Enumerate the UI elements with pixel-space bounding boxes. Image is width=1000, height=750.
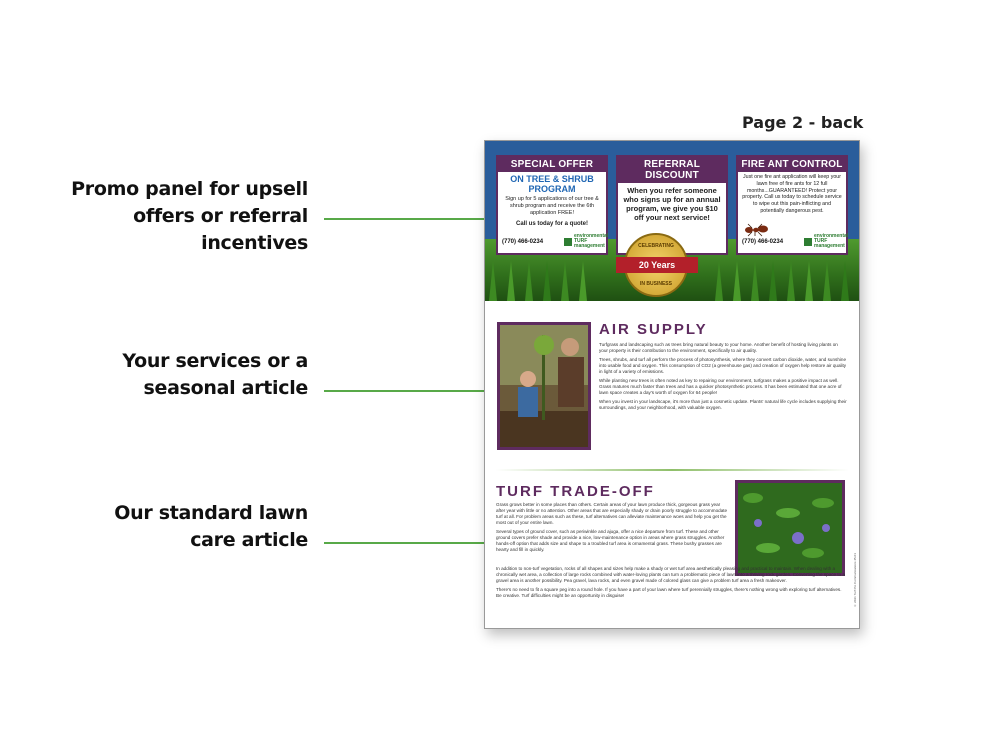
promo-title: FIRE ANT CONTROL <box>738 157 846 172</box>
father-son-planting-photo <box>497 322 591 450</box>
article-paragraph: Trees, shrubs, and turf all perform the process of photosynthesis, where they convert carbon dioxide, water, and sunshine into usable food and oxygen. This consumption of CO2 (a greenhouse gas) and creation of oxygen help restore air quality in light of a variety of emissions. <box>599 357 847 374</box>
section-divider <box>495 469 849 471</box>
anniversary-badge <box>624 233 688 297</box>
copyright-text: © 2021 Turf Pro Communications 45-01 <box>853 553 857 608</box>
promo-subtitle-line: PROGRAM <box>528 184 576 194</box>
badge-top-text: CELEBRATING <box>638 243 674 249</box>
promo-fire-ant-control <box>736 155 848 255</box>
article-body-air-supply <box>599 342 847 414</box>
article-paragraph: While planting new trees is often noted as key to repairing our environment, turfgrass makes a positive impact as well. Grass matures much faster than trees and has a quicker photosynthetic process. It has been estimated that one acre of lawn space creates a day's worth of oxygen for 64 people! <box>599 378 842 395</box>
promo-body: Just one fire ant application will keep your lawn free of fire ants for 12 full months...GUARANTEED! Protect your property. Call us today to schedule service to wipe out this pain-inflicting and potentially dangerous pest. <box>742 174 842 214</box>
promo-phone: (770) 466-0234 <box>502 238 544 245</box>
callout-line: offers or referral <box>133 205 308 227</box>
promo-subtitle-line: ON TREE & SHRUB <box>510 174 594 184</box>
callout-line: Our standard lawn <box>114 502 308 524</box>
callout-line: seasonal article <box>143 377 308 399</box>
promo-footer <box>502 233 609 249</box>
callout-line: incentives <box>201 232 308 254</box>
page-label: Page 2 - back <box>742 113 864 132</box>
article-paragraph: When you invest in your landscape, it's more than just a cosmetic update. Plants' natural life cycle includes supplying their surroundings, and your neighborhood, with valuable oxygen. <box>599 399 847 410</box>
article-body-turf-tradeoff-continued <box>496 566 846 602</box>
article-title-turf-tradeoff: TURF TRADE-OFF <box>496 483 655 500</box>
callout-lawn-article <box>114 500 308 554</box>
promo-header-band <box>485 141 859 301</box>
article-paragraph: Turfgrass and landscaping such as trees bring natural beauty to your home. Another benefit of hosting living plants on your property is their contribution to the environment, specifically to air quality. <box>599 342 838 353</box>
callout-promo-panel <box>71 176 308 257</box>
company-logo <box>804 233 849 249</box>
callout-line: Your services or a <box>122 350 308 372</box>
callout-line: care article <box>190 529 308 551</box>
article-paragraph: Grass grows better in some places than others. Certain areas of your lawn produce thick, gorgeous grass year after year with little or no attention. Other areas that are especially shady or drain poorly struggle to accommodate turf at all. For problem areas such as these, turf alternatives can alleviate maintenance woes and help you get the most out of your entire lawn. <box>496 502 728 525</box>
company-logo-text: environmental TURF management <box>574 233 609 249</box>
promo-body: Sign up for 5 applications of our tree & shrub program and receive the 6th application FREE! <box>505 196 599 216</box>
promo-title: SPECIAL OFFER <box>498 157 606 172</box>
promo-title: REFERRAL DISCOUNT <box>618 157 726 183</box>
callout-services-article <box>122 348 308 402</box>
badge-ribbon: 20 Years <box>616 257 698 273</box>
periwinkle-ground-cover-photo <box>735 480 845 576</box>
ground-cover-image <box>738 483 842 573</box>
promo-call-text: Call us today for a quote! <box>515 221 588 227</box>
promo-body: When you refer someone who signs up for an annual program, we give you $10 off your next service! <box>623 186 721 222</box>
article-paragraph: There's no need to fit a square peg into a round hole. If you have a part of your lawn where turf perennially struggles, there's nothing wrong with exploring turf alternatives. Be creative. Turf difficulties might be an opportunity in disguise! <box>496 587 842 598</box>
company-logo-text: environmental TURF management <box>814 233 849 249</box>
promo-phone: (770) 466-0234 <box>742 238 784 245</box>
fire-ant-icon <box>744 223 770 237</box>
company-logo <box>564 233 609 249</box>
promo-subtitle <box>498 174 606 194</box>
newsletter-page <box>484 140 860 629</box>
article-title-air-supply: AIR SUPPLY <box>599 321 708 338</box>
planting-photo-image <box>500 325 588 447</box>
article-paragraph: Several types of ground cover, such as periwinkle and ajuga, offer a nice departure from turf. These and other ground covers prefer shade and provide a nice, low-maintenance option in areas where grass struggles. Another hands-off option that adds size and shape to a troubled turf area is ornamental grass. These bushy grasses are hearty and fill in quickly. <box>496 529 725 552</box>
article-body-turf-tradeoff <box>496 502 730 556</box>
promo-special-offer <box>496 155 608 255</box>
article-paragraph: In addition to non-turf vegetation, rocks of all shapes and sizes help make a shady or wet turf area aesthetically pleasing and practical to maintain. When dealing with a chronically wet area, a collection of large rocks combined with water-loving plants can turn a problematic piece of lawn into a thriving rock garden. Converting the space to a gravel area is another possibility. Pea gravel, lava rocks, and even gravel made of colored glass can give a problem turf area a fresh makeover. <box>496 566 846 583</box>
callout-line: Promo panel for upsell <box>71 178 308 200</box>
badge-bottom-text: IN BUSINESS <box>640 281 672 287</box>
